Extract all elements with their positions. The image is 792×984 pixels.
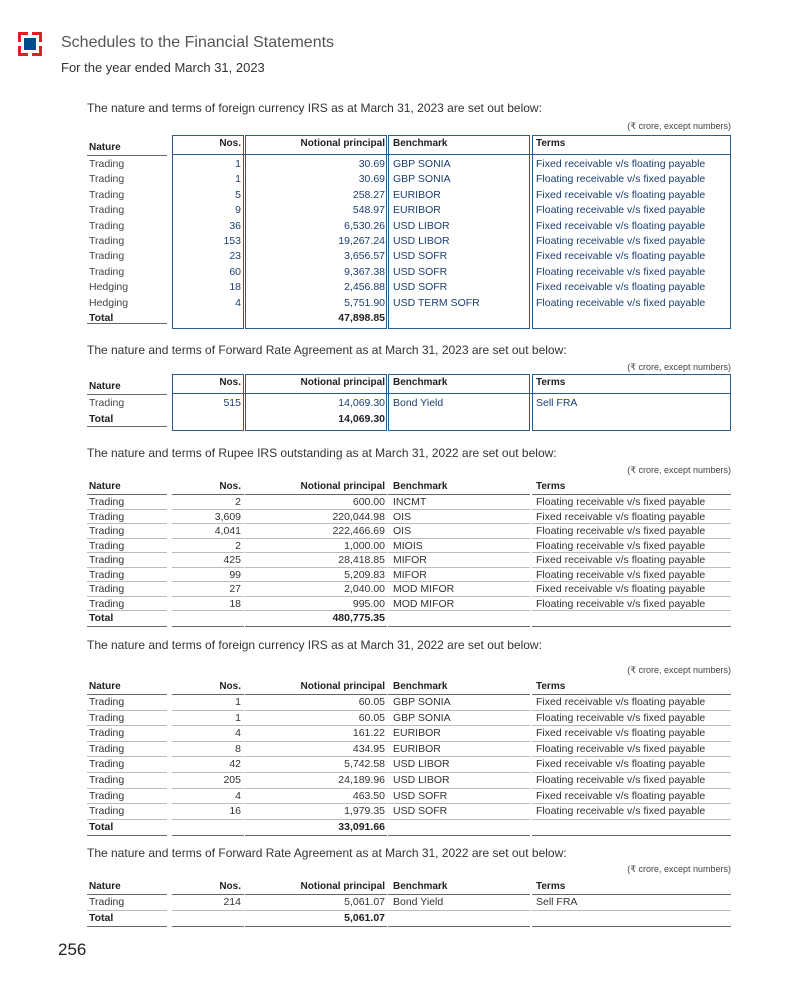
table-fra-2022 [87,879,731,927]
table-row: Trading 27 2,040.00 MOD MIFOR Fixed receivable v/s floating payable [89,583,706,595]
table-row: Hedging 4 5,751.90 USD TERM SOFR Floating receivable v/s fixed payable [89,296,706,309]
table-row: Trading 4,041 222,466.69 OIS Floating receivable v/s fixed payable [89,525,706,537]
table-row: Trading 2 600.00 INCMT Floating receivable v/s fixed payable [89,496,706,508]
table-foreign-irs-2023 [87,135,731,329]
table-row: Trading 1 60.05 GBP SONIA Fixed receivable v/s floating payable [89,696,706,708]
table-foreign-irs-2022 [87,679,731,836]
table-header: Nature Nos. Notional principal Benchmark Terms [89,138,566,153]
table-row: Trading 36 6,530.26 USD LIBOR Fixed receivable v/s floating payable [89,219,706,232]
table-row: Trading 99 5,209.83 MIFOR Floating receivable v/s fixed payable [89,568,706,581]
table-row: Trading 153 19,267.24 USD LIBOR Floating receivable v/s fixed payable [89,235,706,247]
unit-note: (₹ crore, except numbers) [627,864,731,874]
table-row: Hedging 18 2,456.88 USD SOFR Fixed receivable v/s floating payable [89,281,706,294]
total-row: Total 480,775.35 [89,612,385,624]
table-row: Trading 1 60.05 GBP SONIA Floating receivable v/s fixed payable [89,711,706,724]
section-fra-2022 [87,846,731,930]
unit-note: (₹ crore, except numbers) [627,362,731,372]
section-foreign-irs-2023 [87,101,731,331]
table-row: Trading 4 161.22 EURIBOR Fixed receivable v/s floating payable [89,727,706,740]
total-row: Total 14,069.30 [89,412,385,425]
section-foreign-irs-2022 [87,638,731,838]
table-row: Trading 1 30.69 GBP SONIA Fixed receivable v/s floating payable [89,158,706,170]
hdfc-logo [18,32,42,56]
page-header-title: Schedules to the Financial Statements [61,34,335,51]
section-rupee-irs-2022 [87,446,731,626]
page-number: 256 [58,940,87,959]
total-row: Total 47,898.85 [89,312,385,324]
table-row: Trading 18 995.00 MOD MIFOR Floating receivable v/s fixed payable [89,597,706,610]
table-row: Trading 205 24,189.96 USD LIBOR Floating receivable v/s fixed payable [89,774,706,786]
page-header-subtitle: For the year ended March 31, 2023 [61,60,265,75]
table-row: Trading 1 30.69 GBP SONIA Floating receivable v/s fixed payable [89,173,706,186]
unit-note: (₹ crore, except numbers) [627,465,731,475]
total-row: Total 5,061.07 [89,911,385,924]
table-header: Nature Nos. Notional principal Benchmark Terms [89,481,566,492]
table-row: Trading 425 28,418.85 MIFOR Fixed receivable v/s floating payable [89,554,706,566]
table-row: Trading 60 9,367.38 USD SOFR Floating receivable v/s fixed payable [89,265,706,278]
table-header: Nature Nos. Notional principal Benchmark Terms [89,681,566,692]
unit-note: (₹ crore, except numbers) [627,665,731,675]
table-row: Trading 42 5,742.58 USD LIBOR Fixed receivable v/s floating payable [89,758,706,771]
table-row: Trading 3,609 220,044.98 OIS Fixed receivable v/s floating payable [89,510,706,523]
section-title: The nature and terms of foreign currency IRS as at March 31, 2023 are set out below: [87,101,542,115]
section-title: The nature and terms of Rupee IRS outstanding as at March 31, 2022 are set out below: [87,446,557,460]
table-row: Trading 8 434.95 EURIBOR Floating receivable v/s fixed payable [89,742,706,755]
table-row: Trading 214 5,061.07 Bond Yield Sell FRA [89,896,578,908]
table-row: Trading 2 1,000.00 MIOIS Floating receivable v/s fixed payable [89,539,706,552]
table-row: Trading 9 548.97 EURIBOR Floating receivable v/s fixed payable [89,204,706,217]
table-row: Trading 5 258.27 EURIBOR Fixed receivable v/s floating payable [89,188,706,201]
table-row: Trading 515 14,069.30 Bond Yield Sell FRA [89,397,578,409]
table-row: Trading 4 463.50 USD SOFR Fixed receivable v/s floating payable [89,789,706,802]
section-fra-2023 [87,343,731,433]
total-row: Total 33,091.66 [89,820,385,833]
unit-note: (₹ crore, except numbers) [627,121,731,131]
section-title: The nature and terms of Forward Rate Agreement as at March 31, 2022 are set out below: [87,846,567,860]
table-rupee-irs-2022 [87,479,731,626]
table-header: Nature Nos. Notional principal Benchmark Terms [89,377,566,392]
section-title: The nature and terms of Forward Rate Agreement as at March 31, 2023 are set out below: [87,343,567,357]
table-fra-2023 [87,374,731,431]
table-row: Trading 16 1,979.35 USD SOFR Floating receivable v/s fixed payable [89,805,706,818]
table-row: Trading 23 3,656.57 USD SOFR Fixed receivable v/s floating payable [89,250,706,263]
section-title: The nature and terms of foreign currency IRS as at March 31, 2022 are set out below: [87,638,542,652]
table-header: Nature Nos. Notional principal Benchmark Terms [89,881,566,892]
